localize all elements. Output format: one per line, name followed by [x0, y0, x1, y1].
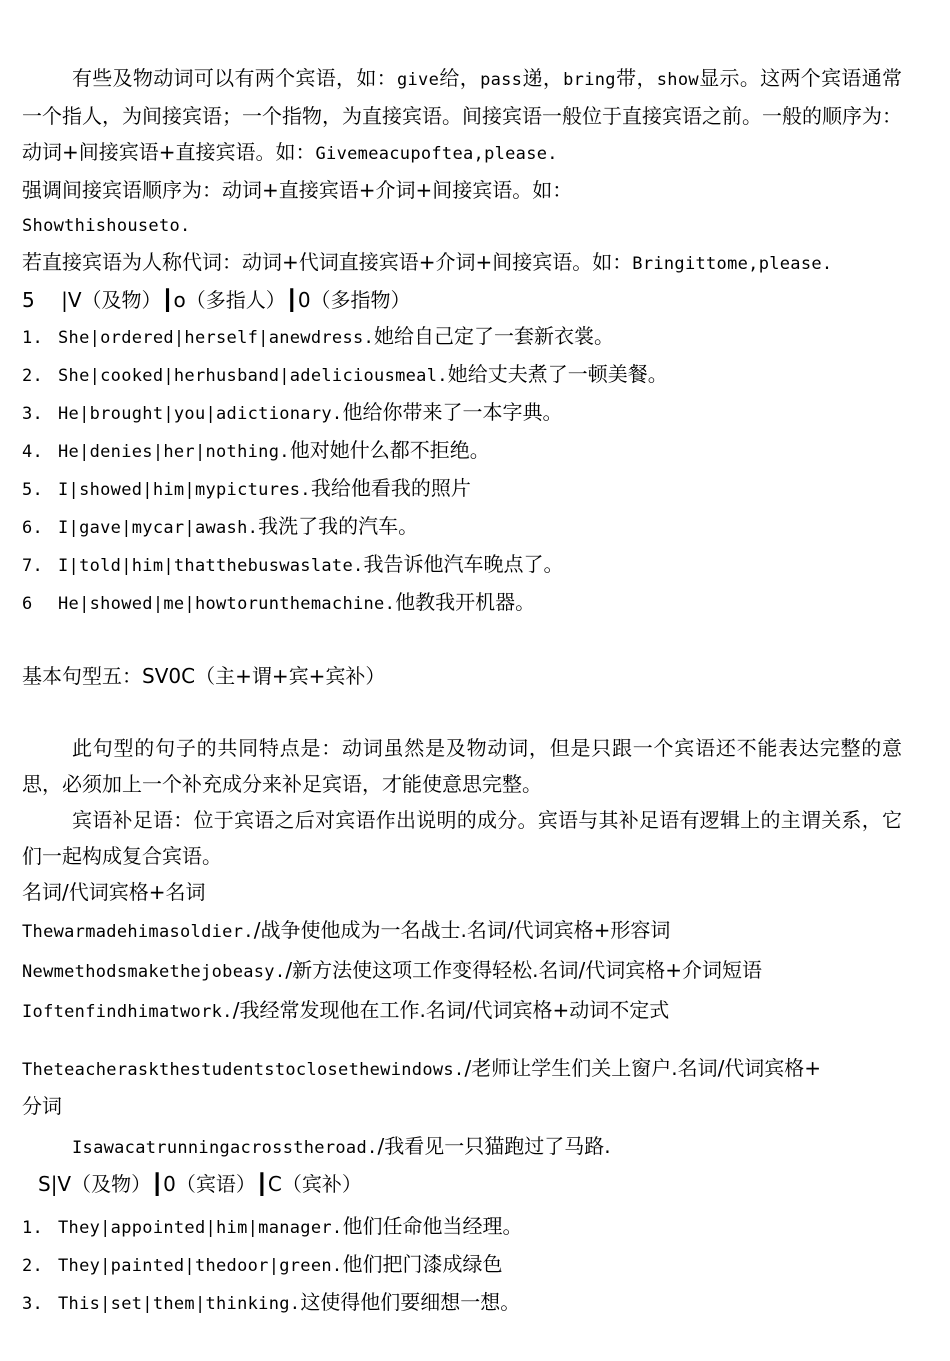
- example-teacher-ask: [22, 1050, 902, 1088]
- example-chinese: 他们把门漆成绿色: [342, 1252, 503, 1276]
- example-row: [22, 584, 902, 622]
- example-english: She|cooked|herhusband|adeliciousmeal.: [58, 366, 448, 386]
- example-row: [22, 470, 902, 508]
- example-english: This|set|them|thinking.: [58, 1294, 301, 1314]
- example-english: I|showed|him|mypictures.: [58, 480, 311, 500]
- intro-line-pronoun: [22, 244, 902, 282]
- example-number: 3.: [22, 1294, 44, 1314]
- example-row: [22, 1208, 902, 1246]
- intro-line-pronoun-cn: 若直接宾语为人称代词：动词+代词直接宾语+介词+间接宾语。如：: [22, 250, 633, 274]
- example-chinese: 我告诉他汽车晚点了。: [363, 552, 564, 576]
- intro-example-show: Showthishouseto.: [22, 216, 191, 236]
- example-new-methods-en: Newmethodsmakethejobeasy.: [22, 962, 286, 982]
- example-find-him: [22, 992, 902, 1030]
- intro-text-segment: 递，: [522, 66, 564, 90]
- section-five-heading: 基本句型五：SV0C（主+谓+宾+宾补）: [22, 664, 386, 688]
- example-row: [22, 394, 902, 432]
- example-cat-running-cn: /我看见一只猫跑过了马路.: [377, 1134, 611, 1158]
- intro-text-segment: 显示。这两个宾语通常一个指人，为间接宾语；一个指物，为直接宾语。间接宾语一般位于直接宾语之前。一般的顺序为：动词+间接宾语+直接宾语。如：: [22, 66, 903, 164]
- example-row: [22, 318, 902, 356]
- intro-text-segment: 给，: [439, 66, 481, 90]
- example-english: She|ordered|herself|anewdress.: [58, 328, 375, 348]
- examples-four-list: [22, 318, 902, 622]
- example-cat-running-en: Isawacatrunningacrosstheroad.: [72, 1138, 378, 1158]
- example-new-methods-cn: /新方法使这项工作变得轻松.名词/代词宾格+介词短语: [285, 958, 762, 982]
- pattern-five: S|V（及物）┃0（宾语）┃C（宾补）: [38, 1172, 362, 1196]
- example-find-him-cn: /我经常发现他在工作.名词/代词宾格+动词不定式: [232, 998, 670, 1022]
- type-noun-noun: 名词/代词宾格+名词: [22, 880, 206, 904]
- example-chinese: 我给他看我的照片: [310, 476, 471, 500]
- example-row: [22, 1246, 902, 1284]
- intro-text-segment: 有些及物动词可以有两个宾语，如：: [72, 66, 397, 90]
- example-teacher-ask-continued: 分词: [22, 1094, 62, 1118]
- example-chinese: 他们任命他当经理。: [342, 1214, 523, 1238]
- pattern-four: 5 |V（及物）┃o（多指人）┃0（多指物）: [22, 288, 411, 312]
- example-chinese: 他教我开机器。: [395, 590, 536, 614]
- example-english: I|told|him|thatthebuswaslate.: [58, 556, 364, 576]
- intro-paragraph: [22, 60, 902, 172]
- intro-line-pronoun-en: Bringittome,please.: [632, 254, 833, 274]
- example-number: 7.: [22, 556, 44, 576]
- example-english: They|appointed|him|manager.: [58, 1218, 343, 1238]
- examples-five-list: [22, 1208, 902, 1322]
- example-english: He|brought|you|adictionary.: [58, 404, 343, 424]
- example-number: 2.: [22, 366, 44, 386]
- intro-english-term: bring: [563, 70, 616, 90]
- example-number: 1.: [22, 328, 44, 348]
- example-chinese: 他给你带来了一本字典。: [342, 400, 563, 424]
- example-chinese: 我洗了我的汽车。: [258, 514, 419, 538]
- example-war-soldier-cn: /战争使他成为一名战士.名词/代词宾格+形容词: [253, 918, 671, 942]
- example-row: [22, 1284, 902, 1322]
- example-english: He|denies|her|nothing.: [58, 442, 290, 462]
- example-row: [22, 546, 902, 584]
- intro-text-segment: 带，: [615, 66, 657, 90]
- intro-english-term: show: [656, 70, 699, 90]
- example-english: He|showed|me|howtorunthemachine.: [58, 594, 396, 614]
- example-chinese: 他对她什么都不拒绝。: [289, 438, 490, 462]
- example-war-soldier: [22, 912, 902, 950]
- example-row: [22, 432, 902, 470]
- example-find-him-en: Ioftenfindhimatwork.: [22, 1002, 233, 1022]
- example-number: 3.: [22, 404, 44, 424]
- intro-english-term: Givemeacupoftea,please.: [315, 144, 558, 164]
- example-chinese: 这使得他们要细想一想。: [300, 1290, 521, 1314]
- example-chinese: 她给丈夫煮了一顿美餐。: [447, 362, 668, 386]
- example-row: [22, 356, 902, 394]
- intro-english-term: give: [396, 70, 440, 90]
- example-number: 4.: [22, 442, 44, 462]
- example-number: 5.: [22, 480, 44, 500]
- section-five-paragraph-1: 此句型的句子的共同特点是：动词虽然是及物动词，但是只跟一个宾语还不能表达完整的意思，必须加上一个补充成分来补足宾语，才能使意思完整。: [22, 736, 902, 796]
- example-english: They|painted|thedoor|green.: [58, 1256, 343, 1276]
- example-number: 6: [22, 594, 33, 614]
- example-english: I|gave|mycar|awash.: [58, 518, 259, 538]
- example-number: 1.: [22, 1218, 44, 1238]
- section-five-paragraph-2: 宾语补足语：位于宾语之后对宾语作出说明的成分。宾语与其补足语有逻辑上的主谓关系，它们一起构成复合宾语。: [22, 808, 902, 868]
- example-cat-running: [22, 1128, 902, 1166]
- example-number: 6.: [22, 518, 44, 538]
- example-row: [22, 508, 902, 546]
- example-teacher-ask-en: Theteacheraskthestudentstoclosethewindows.: [22, 1060, 465, 1080]
- intro-english-term: pass: [480, 70, 523, 90]
- intro-line-emphasis: 强调间接宾语顺序为：动词+直接宾语+介词+间接宾语。如：: [22, 178, 573, 202]
- example-chinese: 她给自己定了一套新衣裳。: [374, 324, 615, 348]
- example-war-soldier-en: Thewarmadehimasoldier.: [22, 922, 254, 942]
- example-number: 2.: [22, 1256, 44, 1276]
- document-page: [22, 60, 902, 1322]
- example-new-methods: [22, 952, 902, 990]
- example-teacher-ask-cn: /老师让学生们关上窗户.名词/代词宾格+: [464, 1056, 822, 1080]
